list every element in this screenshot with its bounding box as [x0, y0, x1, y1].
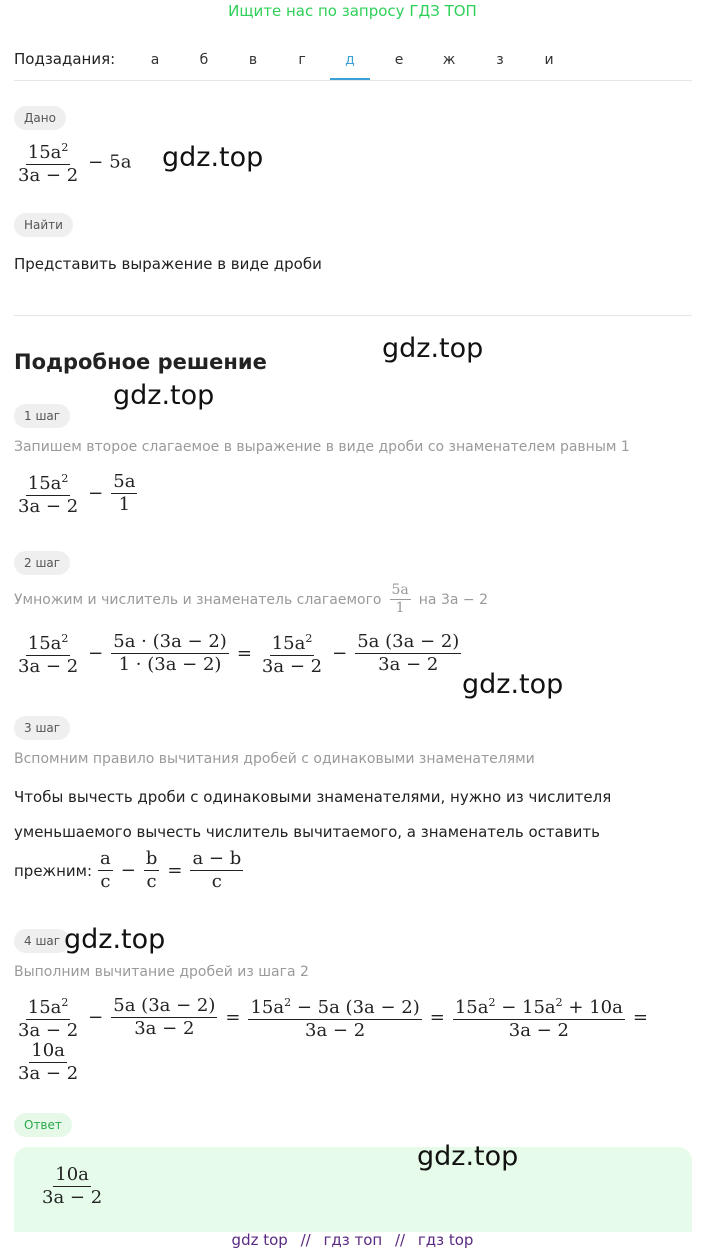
footer-link[interactable]: гдз top	[417, 1231, 474, 1249]
step-4-text: Выполним вычитание дробей из шага 2	[14, 964, 309, 980]
step-4-expression: $\frac{15a^2}{3a - 2}$ − $\frac{5a (3a - 2)}{3a - 2}$ = $\frac{15a^2 - 5a (3a - 2)}{3a - 2}$ = $\frac{15a^2 - 15a^2 + 10a}{3a - 2}$ =	[14, 992, 654, 1042]
watermark: gdz.top	[64, 924, 166, 955]
find-text: Представить выражение в виде дроби	[14, 255, 322, 273]
step-1-badge: 1 шаг	[14, 404, 70, 428]
step-2-text: Умножим и числитель и знаменатель слагаемого $\frac{5a}{1}$ на 3a − 2	[14, 582, 488, 616]
tab-v[interactable]: в	[248, 52, 258, 68]
subtasks-label: Подзадания:	[14, 50, 116, 68]
given-badge: Дано	[14, 106, 66, 130]
search-banner: Ищите нас по запросу ГДЗ ТОП	[228, 2, 477, 20]
footer-link[interactable]: gdz top	[231, 1231, 288, 1249]
step-1-text: Запишем второе слагаемое в выражение в виде дроби со знаменателем равным 1	[14, 439, 630, 455]
tabs-divider	[14, 80, 692, 81]
find-badge: Найти	[14, 213, 73, 237]
tab-b[interactable]: б	[199, 52, 209, 68]
tab-zh[interactable]: ж	[442, 52, 456, 68]
answer-badge: Ответ	[14, 1113, 72, 1137]
watermark: gdz.top	[113, 380, 215, 411]
rule-line-2: уменьшаемого вычесть числитель вычитаемого, а знаменатель оставить	[14, 823, 600, 841]
answer-expression: $\frac{10a}{3a - 2}$	[42, 1164, 103, 1208]
step-3-badge: 3 шаг	[14, 716, 70, 740]
watermark: gdz.top	[382, 333, 484, 364]
rule-line-1: Чтобы вычесть дроби с одинаковыми знаменателями, нужно из числителя	[14, 788, 612, 806]
watermark: gdz.top	[462, 669, 564, 700]
step-4-result: $\frac{10a}{3a - 2}$	[18, 1040, 79, 1084]
watermark: gdz.top	[162, 142, 264, 173]
step-2-expression: $\frac{15a^2}{3a - 2}$ − $\frac{5a \cdot (3a - 2)}{1 \cdot (3a - 2)}$ = $\frac{15a^2}{3a - 2}$ − $\frac{5a (3a - 2)}{3a - 2}$	[14, 628, 463, 678]
given-expression: $\frac{15a^2}{3a - 2}$ − 5a	[14, 137, 131, 187]
tab-z[interactable]: з	[496, 52, 504, 68]
step-1-expression: $\frac{15a^2}{3a - 2}$ − $\frac{5a}{1}$	[14, 468, 139, 518]
footer-separator: //	[394, 1231, 406, 1249]
tab-d[interactable]: д	[345, 52, 355, 68]
step-4-badge: 4 шаг	[14, 929, 70, 953]
tab-g[interactable]: г	[298, 52, 306, 68]
step-2-badge: 2 шаг	[14, 551, 70, 575]
solution-title: Подробное решение	[14, 350, 267, 374]
step-3-text: Вспомним правило вычитания дробей с одинаковыми знаменателями	[14, 751, 535, 767]
watermark: gdz.top	[417, 1141, 519, 1172]
footer-link[interactable]: гдз топ	[323, 1231, 383, 1249]
active-tab-indicator	[330, 78, 370, 80]
footer-links	[0, 1231, 705, 1249]
tab-e[interactable]: е	[394, 52, 404, 68]
tab-i[interactable]: и	[544, 52, 554, 68]
rule-line-3: прежним: $\frac{a}{c}$ − $\frac{b}{c}$ = $\frac{a - b}{c}$	[14, 848, 242, 892]
tab-a[interactable]: а	[150, 52, 160, 68]
answer-box	[14, 1147, 692, 1232]
section-divider	[14, 315, 692, 316]
footer-separator: //	[300, 1231, 311, 1249]
